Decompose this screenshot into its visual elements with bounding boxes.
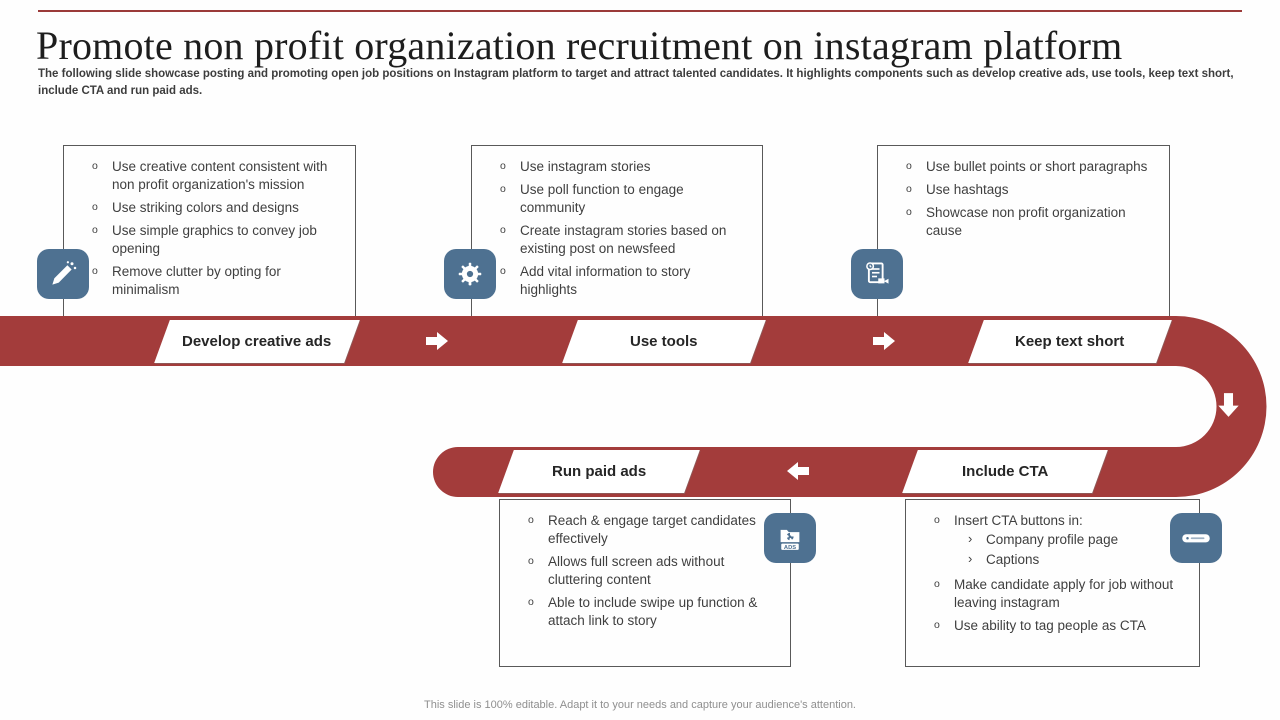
pencil-spark-glyph (48, 259, 78, 289)
stage-label-use-tools (562, 320, 766, 363)
bullet-marker: o (528, 555, 534, 568)
stage-label-text: Keep text short (1015, 333, 1125, 350)
tools-gear-icon (444, 249, 496, 299)
bullet-marker: o (92, 160, 98, 172)
cta-button-icon (1170, 513, 1222, 563)
arrow-down-icon (1216, 392, 1241, 418)
bullet-text: Able to include swipe up function & attach link to story (548, 595, 758, 629)
bullet-text: Use simple graphics to convey job opening (112, 223, 317, 257)
bullet-marker: o (528, 596, 534, 609)
bullet-text: Insert CTA buttons in: (954, 513, 1083, 528)
bullet-marker: o (500, 265, 506, 278)
bullet-marker: o (906, 183, 912, 196)
page-title: Promote non profit organization recruitment on instagram platform (36, 23, 1123, 68)
slide-subtitle: The following slide showcase posting and promoting open job positions on Instagram platform to target and attract talented candidates. It highlights components such as develop creative ads, use tools, keep text short, include CTA and run paid ads. (38, 68, 1234, 98)
document-lines-glyph (862, 259, 892, 289)
sub-bullet-marker: › (968, 551, 973, 567)
gear-glyph (455, 259, 485, 289)
stage-label-text: Run paid ads (551, 463, 647, 480)
bullet-marker: o (500, 183, 506, 196)
bullet-text: Use instagram stories (520, 159, 651, 174)
bullet-marker: o (528, 514, 534, 526)
bullet-marker: o (92, 201, 98, 214)
bullet-text: Create instagram stories based on existing post on newsfeed (520, 223, 727, 257)
bullet-text: Use hashtags (926, 182, 1009, 198)
stage-label-keep-text-short (968, 320, 1172, 363)
bullet-text: Reach & engage target candidates effectively (548, 513, 756, 547)
bullet-text: Allows full screen ads without cluttering content (548, 554, 725, 588)
sub-bullet-marker: › (968, 531, 973, 547)
bullet-marker: o (500, 160, 506, 172)
bullet-marker: o (92, 265, 98, 278)
paid-ads-icon (764, 513, 816, 563)
ads-label-text: ADS (783, 544, 797, 551)
stage-label-include-cta (902, 450, 1108, 493)
bullet-text: Use striking colors and designs (112, 200, 299, 216)
bullet-marker: o (906, 206, 912, 219)
bullet-text: Use bullet points or short paragraphs (926, 159, 1148, 174)
bullet-marker: o (906, 160, 912, 172)
arrow-left-icon (786, 460, 810, 482)
stage-label-run-paid-ads (498, 450, 700, 493)
bullet-text: Remove clutter by opting for minimalism (112, 264, 281, 298)
bullet-marker: o (92, 224, 98, 237)
ads-folder-glyph (775, 523, 805, 553)
slide-footer-note: This slide is 100% editable. Adapt it to your needs and capture your audience's attention. (424, 699, 856, 711)
arrow-right-icon (872, 330, 896, 352)
stage-label-develop-creative-ads (154, 320, 360, 363)
bullet-text: Use creative content consistent with non profit organization's mission (112, 159, 328, 193)
bullet-marker: o (934, 578, 940, 591)
bullet-marker: o (500, 224, 506, 237)
sub-bullet-text: Company profile page (986, 532, 1119, 548)
bullet-text: Showcase non profit organization cause (926, 205, 1126, 239)
cta-pill-glyph (1179, 523, 1213, 553)
bullet-marker: o (934, 619, 940, 632)
stage-label-text: Develop creative ads (182, 333, 332, 350)
bullet-text: Use poll function to engage community (520, 182, 684, 216)
bullet-marker: o (934, 514, 940, 526)
stage-label-text: Use tools (630, 333, 698, 350)
stage-label-text: Include CTA (961, 463, 1049, 480)
arrow-right-icon (425, 330, 449, 352)
bullet-text: Add vital information to story highlights (520, 264, 691, 298)
bullet-text: Make candidate apply for job without leaving instagram (954, 577, 1174, 611)
creative-design-icon (37, 249, 89, 299)
bullet-text: Use ability to tag people as CTA (954, 618, 1146, 634)
sub-bullet-text: Captions (986, 552, 1040, 568)
short-text-icon (851, 249, 903, 299)
